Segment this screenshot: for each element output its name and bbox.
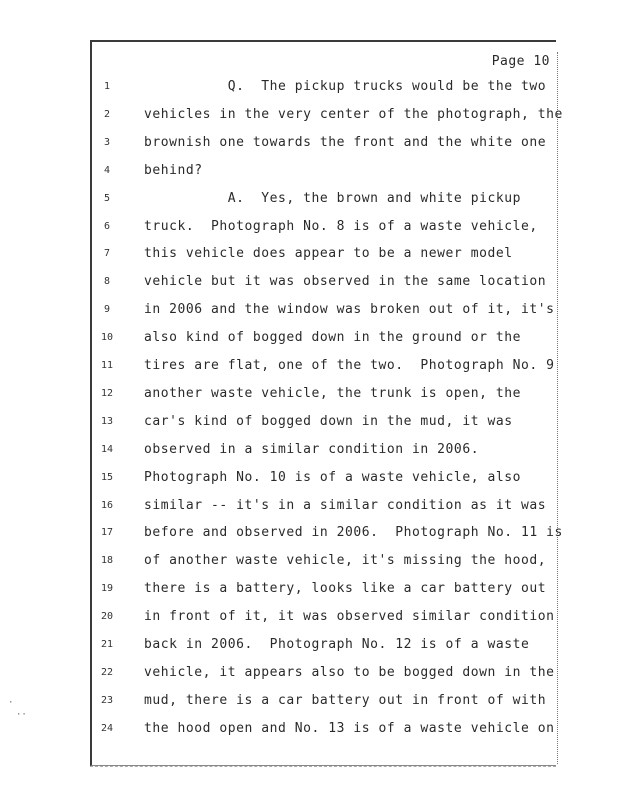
transcript-line [0, 217, 618, 245]
line-text: there is a battery, looks like a car battery out [144, 581, 547, 597]
line-number: 6 [103, 220, 111, 232]
line-number: 17 [100, 527, 114, 539]
line-text: before and observed in 2006. Photograph No. 11 is [144, 525, 563, 541]
line-number: 8 [103, 276, 111, 288]
line-text: tires are flat, one of the two. Photograph No. 9 [144, 358, 555, 373]
line-number: 10 [100, 332, 114, 344]
line-number: 9 [103, 304, 111, 316]
transcript-line [0, 663, 618, 691]
line-number: 21 [100, 639, 114, 650]
transcript-line [0, 244, 618, 272]
line-text: vehicle but it was observed in the same location [144, 274, 547, 290]
line-text: truck. Photograph No. 8 is of a waste vehicle, [144, 218, 538, 234]
line-text: this vehicle does appear to be a newer model [144, 246, 513, 262]
line-text: also kind of bogged down in the ground or the [144, 330, 521, 346]
line-number: 18 [100, 555, 114, 567]
page-number: Page 10 [491, 54, 550, 69]
line-text: mud, there is a car battery out in front of with [144, 692, 547, 708]
transcript-line [0, 496, 618, 524]
line-number: 11 [100, 360, 114, 371]
scan-artifact-mark: ·· [16, 710, 27, 720]
line-text: similar -- it's in a similar condition as it was [144, 497, 547, 513]
transcript-line [0, 719, 618, 747]
line-text: in front of it, it was observed similar condition [144, 609, 555, 625]
line-text: Q. The pickup trucks would be the two [144, 79, 547, 94]
line-text: vehicles in the very center of the photograph, the [144, 106, 563, 122]
line-number: 3 [103, 136, 111, 148]
transcript-line [0, 77, 618, 105]
transcript-line [0, 328, 618, 356]
line-number: 7 [103, 248, 111, 260]
transcript-line [0, 551, 618, 579]
transcript-line [0, 523, 618, 551]
line-text: the hood open and No. 13 is of a waste vehicle on [144, 720, 555, 736]
line-number: 14 [100, 443, 114, 455]
transcript-line [0, 161, 618, 189]
line-number: 1 [103, 81, 111, 92]
line-text: A. Yes, the brown and white pickup [144, 190, 521, 206]
line-text: vehicle, it appears also to be bogged down in the [144, 664, 555, 680]
transcript-line [0, 691, 618, 719]
scan-artifact-mark: · [8, 698, 14, 708]
line-number: 16 [100, 499, 114, 511]
line-number: 15 [100, 471, 114, 483]
line-number: 24 [100, 722, 114, 734]
line-number: 13 [100, 415, 114, 427]
line-text: of another waste vehicle, it's missing the hood, [144, 553, 547, 569]
transcript-line [0, 635, 618, 663]
line-text: behind? [144, 162, 203, 178]
line-text: observed in a similar condition in 2006. [144, 441, 480, 457]
transcript-line [0, 272, 618, 300]
line-text: back in 2006. Photograph No. 12 is of a waste [144, 637, 530, 652]
transcript-line [0, 300, 618, 328]
transcript-line [0, 468, 618, 496]
line-text: another waste vehicle, the trunk is open, the [144, 385, 521, 401]
line-number: 19 [100, 583, 114, 595]
transcript-line [0, 440, 618, 468]
line-text: in 2006 and the window was broken out of it, it's [144, 302, 555, 318]
line-text: car's kind of bogged down in the mud, it was [144, 413, 513, 429]
transcript-line [0, 133, 618, 161]
line-number: 12 [100, 387, 114, 399]
transcript-line [0, 607, 618, 635]
transcript-line [0, 356, 618, 384]
line-number: 20 [100, 611, 114, 623]
line-number: 23 [100, 694, 114, 706]
transcript-line [0, 189, 618, 217]
transcript-line [0, 384, 618, 412]
transcript-line [0, 579, 618, 607]
transcript-line [0, 105, 618, 133]
line-number: 2 [103, 108, 111, 120]
line-text: brownish one towards the front and the white one [144, 134, 547, 150]
transcript-line [0, 412, 618, 440]
line-text: Photograph No. 10 is of a waste vehicle, also [144, 469, 521, 485]
line-number: 4 [103, 164, 111, 176]
line-number: 22 [100, 666, 114, 678]
line-number: 5 [103, 192, 111, 204]
